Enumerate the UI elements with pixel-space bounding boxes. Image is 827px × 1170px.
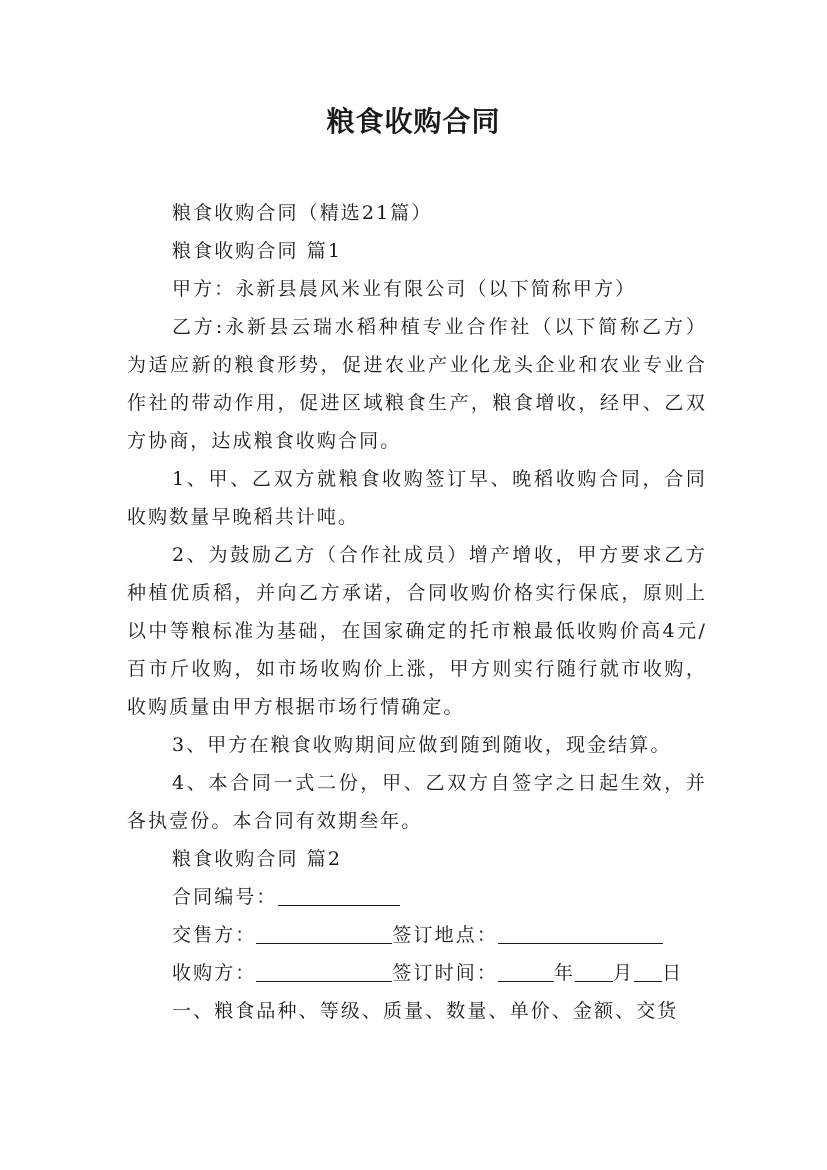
document-title: 粮食收购合同: [326, 105, 501, 138]
form-row-seller: [127, 916, 707, 954]
document-body: [127, 194, 707, 1030]
contract-no-blank: [278, 885, 400, 906]
paragraph-clause-3: 3、甲方在粮食收购期间应做到随到随收，现金结算。: [172, 734, 672, 756]
paragraph-section-item-1: 一、粮食品种、等级、质量、数量、单价、金额、交货: [172, 1000, 679, 1022]
sign-place-label: 签订地点：: [392, 924, 498, 946]
sign-time-label: 签订时间：: [392, 962, 498, 984]
paragraph-subtitle: 粮食收购合同（精选21篇）: [172, 202, 433, 224]
paragraph-clause-2: 2、为鼓励乙方（合作社成员）增产增收，甲方要求乙方种植优质稻，并向乙方承诺，合同收购价格实行保底，原则上以中等粮标准为基础，在国家确定的托市粮最低收购价高4元/百市斤收购，如市场收购价上涨，甲方则实行随行就市收购，收购质量由甲方根据市场行情确定。: [127, 544, 707, 718]
paragraph-party-a: 甲方：永新县晨风米业有限公司（以下简称甲方）: [172, 278, 637, 300]
buyer-blank: [256, 961, 392, 982]
day-label: 日: [662, 962, 684, 984]
month-label: 月: [613, 962, 635, 984]
month-blank: [575, 961, 613, 982]
seller-label: 交售方：: [172, 924, 257, 946]
contract-no-label: 合同编号：: [172, 886, 278, 908]
buyer-label: 收购方：: [172, 962, 257, 984]
form-row-buyer: [127, 954, 707, 992]
year-label: 年: [553, 962, 576, 984]
seller-blank: [256, 923, 392, 944]
day-blank: [634, 961, 662, 982]
paragraph-clause-4: 4、本合同一式二份，甲、乙双方自签字之日起生效，并各执壹份。本合同有效期叁年。: [127, 772, 707, 832]
paragraph-section-1-heading: 粮食收购合同 篇1: [172, 240, 343, 262]
paragraph-clause-1: 1、甲、乙双方就粮食收购签订早、晚稻收购合同，合同收购数量早晚稻共计吨。: [127, 468, 707, 528]
paragraph-party-b: 乙方:永新县云瑞水稻种植专业合作社（以下简称乙方）为适应新的粮食形势，促进农业产业化龙头企业和农业专业合作社的带动作用，促进区域粮食生产，粮食增收，经甲、乙双方协商，达成粮食收购合同。: [127, 316, 707, 452]
year-blank: [498, 961, 554, 982]
paragraph-section-2-heading: 粮食收购合同 篇2: [172, 848, 343, 870]
form-row-contract-no: [127, 878, 707, 916]
sign-place-blank: [498, 923, 663, 944]
